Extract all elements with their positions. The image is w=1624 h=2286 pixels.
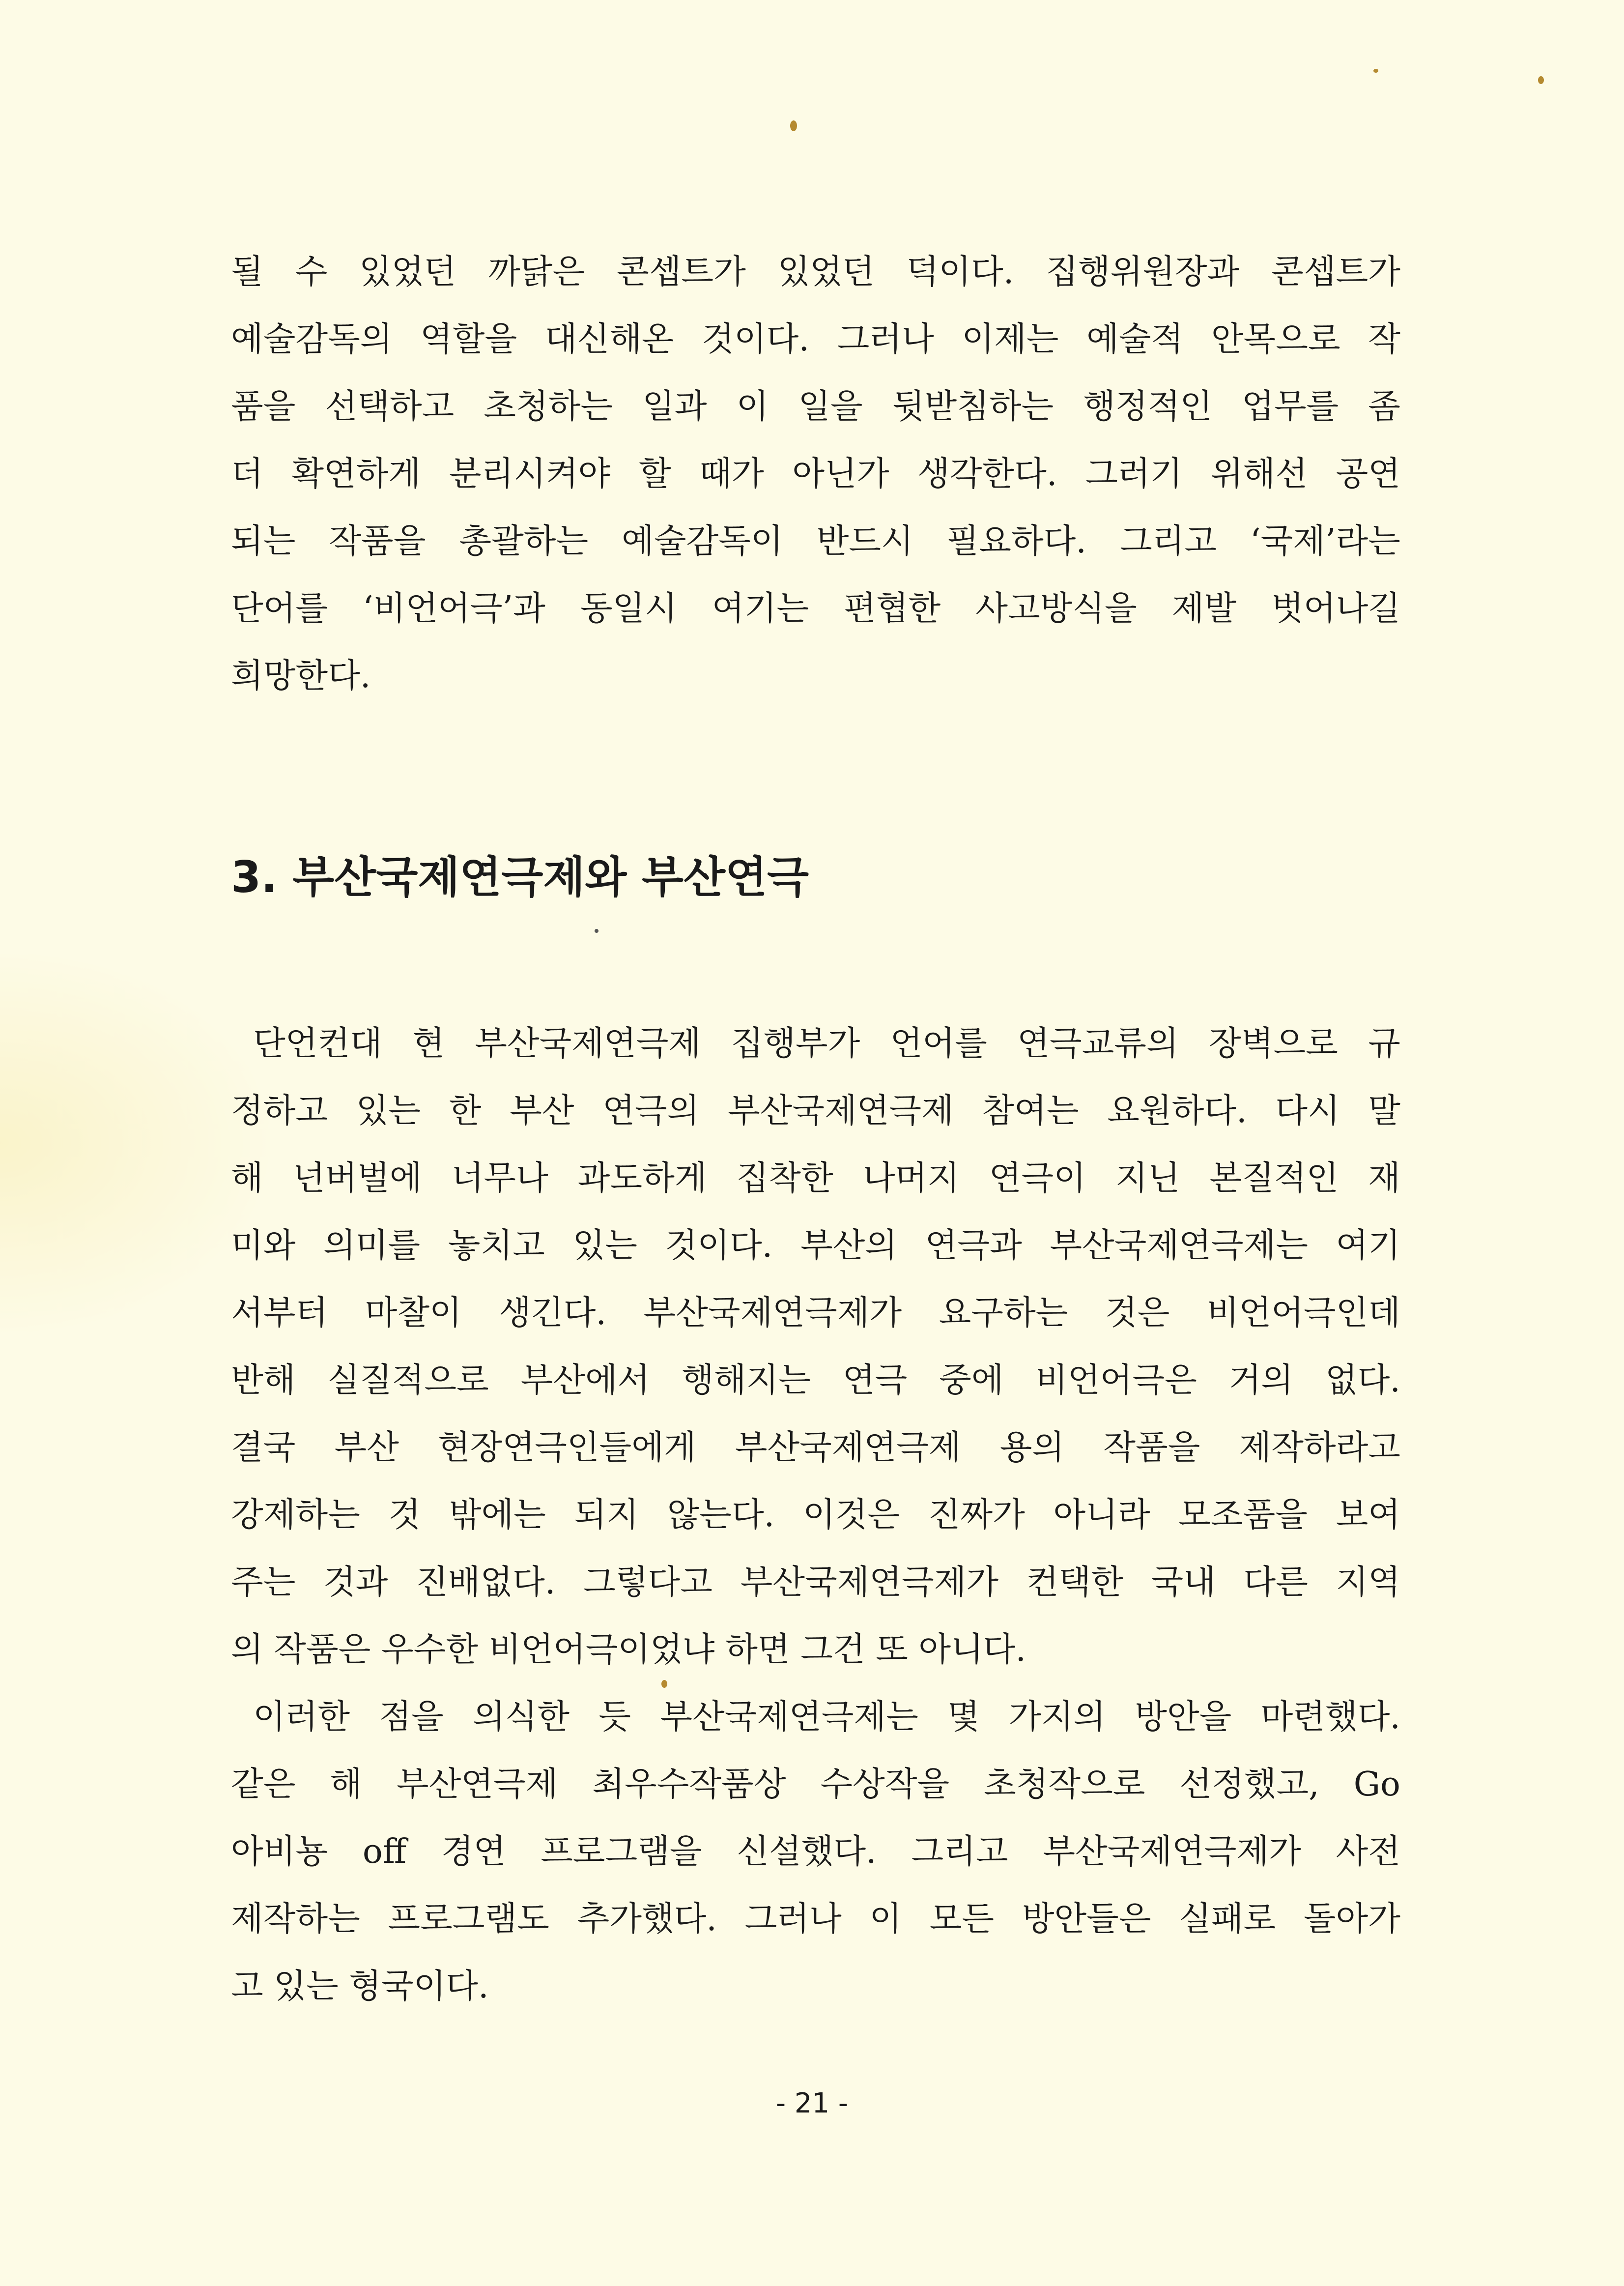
paragraph-line: 단언컨대 현 부산국제연극제 집행부가 언어를 연극교류의 장벽으로 규 bbox=[253, 1024, 1400, 1063]
scan-speck bbox=[595, 929, 598, 933]
paragraph-line: 반해 실질적으로 부산에서 행해지는 연극 중에 비언어극은 거의 없다. bbox=[231, 1361, 1400, 1400]
paragraph-line: 되는 작품을 총괄하는 예술감독이 반드시 필요하다. 그리고 ‘국제’라는 bbox=[231, 522, 1400, 561]
paragraph-line: 의 작품은 우수한 비언어극이었냐 하면 그건 또 아니다. bbox=[231, 1630, 1026, 1669]
paragraph-3 bbox=[231, 1683, 1400, 2020]
paragraph-line: 서부터 마찰이 생긴다. 부산국제연극제가 요구하는 것은 비언어극인데 bbox=[231, 1294, 1400, 1332]
paragraph-line: 고 있는 형국이다. bbox=[231, 1967, 489, 2006]
page-number: - 21 - bbox=[775, 2087, 849, 2119]
paragraph-line: 될 수 있었던 까닭은 콘셉트가 있었던 덕이다. 집행위원장과 콘셉트가 bbox=[231, 253, 1400, 291]
paragraph-2 bbox=[231, 1010, 1400, 1683]
paragraph-line: 강제하는 것 밖에는 되지 않는다. 이것은 진짜가 아니라 모조품을 보여 bbox=[231, 1496, 1400, 1534]
scan-speck bbox=[1538, 76, 1544, 84]
paragraph-line: 결국 부산 현장연극인들에게 부산국제연극제 용의 작품을 제작하라고 bbox=[231, 1428, 1400, 1467]
paragraph-line: 아비뇽 off 경연 프로그램을 신설했다. 그리고 부산국제연극제가 사전 bbox=[231, 1832, 1401, 1871]
paragraph-1 bbox=[231, 238, 1400, 710]
paragraph-line: 단어를 ‘비언어극’과 동일시 여기는 편협한 사고방식을 제발 벗어나길 bbox=[231, 589, 1400, 628]
scan-speck bbox=[790, 120, 797, 131]
paragraph-line: 해 넌버벌에 너무나 과도하게 집착한 나머지 연극이 지닌 본질적인 재 bbox=[231, 1159, 1400, 1198]
paragraph-line: 제작하는 프로그램도 추가했다. 그러나 이 모든 방안들은 실패로 돌아가 bbox=[231, 1900, 1400, 1939]
section-heading: 3. 부산국제연극제와 부산연극 bbox=[231, 852, 809, 902]
paragraph-line: 주는 것과 진배없다. 그렇다고 부산국제연극제가 컨택한 국내 다른 지역 bbox=[231, 1563, 1400, 1602]
paragraph-line: 더 확연하게 분리시켜야 할 때가 아닌가 생각한다. 그러기 위해선 공연 bbox=[231, 455, 1400, 493]
paragraph-line: 같은 해 부산연극제 최우수작품상 수상작을 초청작으로 선정했고, Go bbox=[231, 1765, 1400, 1804]
paragraph-line: 품을 선택하고 초청하는 일과 이 일을 뒷받침하는 행정적인 업무를 좀 bbox=[231, 387, 1400, 426]
paragraph-line: 예술감독의 역할을 대신해온 것이다. 그러나 이제는 예술적 안목으로 작 bbox=[231, 320, 1400, 359]
scan-speck bbox=[1373, 69, 1378, 73]
paragraph-line: 정하고 있는 한 부산 연극의 부산국제연극제 참여는 요원하다. 다시 말 bbox=[231, 1092, 1400, 1130]
paragraph-line: 이러한 점을 의식한 듯 부산국제연극제는 몇 가지의 방안을 마련했다. bbox=[253, 1698, 1400, 1736]
paragraph-line: 미와 의미를 놓치고 있는 것이다. 부산의 연극과 부산국제연극제는 여기 bbox=[231, 1226, 1400, 1265]
paragraph-line: 희망한다. bbox=[231, 657, 371, 695]
